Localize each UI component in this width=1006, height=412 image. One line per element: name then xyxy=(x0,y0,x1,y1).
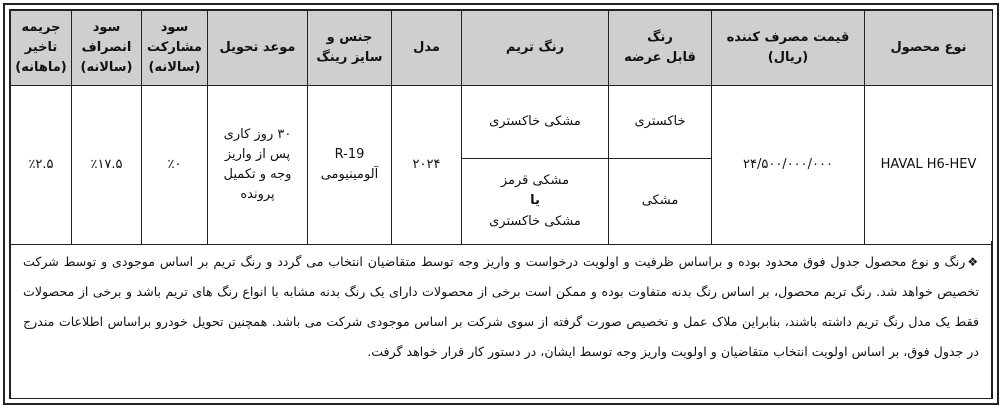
trim-or: یا xyxy=(530,193,540,209)
product-spec-table xyxy=(10,10,993,245)
cell-model: ۲۰۲۴ xyxy=(392,86,462,245)
header-cancellation-profit: سود انصراف (سالانه) xyxy=(72,11,142,86)
rim-material: آلومینیومی xyxy=(320,167,379,182)
header-body-color: رنگ قابل عرضه xyxy=(609,11,712,86)
header-product-type: نوع محصول xyxy=(865,11,993,86)
header-delivery: موعد تحویل xyxy=(208,11,308,86)
header-model: مدل xyxy=(392,11,462,86)
cell-product-type: HAVAL H6-HEV xyxy=(865,86,993,245)
cell-trim-color-1: مشکی خاکستری xyxy=(462,86,609,159)
header-trim-color: رنگ تریم xyxy=(462,11,609,86)
trim-option-1: مشکی قرمز xyxy=(500,173,570,189)
cell-body-color-1: خاکستری xyxy=(609,86,712,159)
cell-participation-profit: ٪۰ xyxy=(142,86,208,245)
cell-cancellation-profit: ٪۱۷.۵ xyxy=(72,86,142,245)
table-header-row xyxy=(11,11,993,86)
cell-delivery: ۳۰ روز کاری پس از واریز وجه و تکمیل پرونده xyxy=(208,86,308,245)
cell-trim-color-2 xyxy=(462,159,609,245)
header-delay-penalty: جریمه تاخیر (ماهانه) xyxy=(11,11,72,86)
trim-option-2: مشکی خاکستری xyxy=(489,213,581,229)
rim-size: R-19 xyxy=(334,146,365,162)
header-participation-profit: سود مشارکت (سالانه) xyxy=(142,11,208,86)
cell-body-color-2: مشکی xyxy=(609,159,712,245)
header-consumer-price: قیمت مصرف کننده (ریال) xyxy=(712,11,865,86)
header-rim: جنس و سایز رینگ xyxy=(308,11,392,86)
cell-delay-penalty: ٪۲.۵ xyxy=(11,86,72,245)
diamond-bullet-icon: ❖ xyxy=(967,255,979,269)
table-row xyxy=(11,86,993,159)
cell-rim xyxy=(308,86,392,245)
terms-note-text: رنگ و نوع محصول جدول فوق محدود بوده و براساس ظرفیت و اولویت درخواست و واریز وجه توسط متقاضیان انتخاب می گردد و رنگ تریم بر اساس موجودی و توسط شرکت تخصیص خواهد شد. رنگ تریم محصول، بر اساس رنگ بدنه متفاوت بوده و ممکن است برخی از محصولات دارای یک رنگ بدنه مشابه با انواع رنگ های تریم باشد و برخی از محصولات فقط یک مدل رنگ تریم داشته باشند، بنابراین ملاک عمل و تخصیص صورت گرفته از سوی شرکت بر اساس موجودی شرکت می باشد. همچنین تحویل خودرو براساس اطلاعات مندرج در جدول فوق، بر اساس اولویت انتخاب متقاضیان و اولویت واریز وجه توسط ایشان، در دستور کار قرار خواهد گرفت. xyxy=(23,254,979,359)
terms-note xyxy=(10,241,992,399)
cell-consumer-price: ۲۴/۵۰۰/۰۰۰/۰۰۰ xyxy=(712,86,865,245)
